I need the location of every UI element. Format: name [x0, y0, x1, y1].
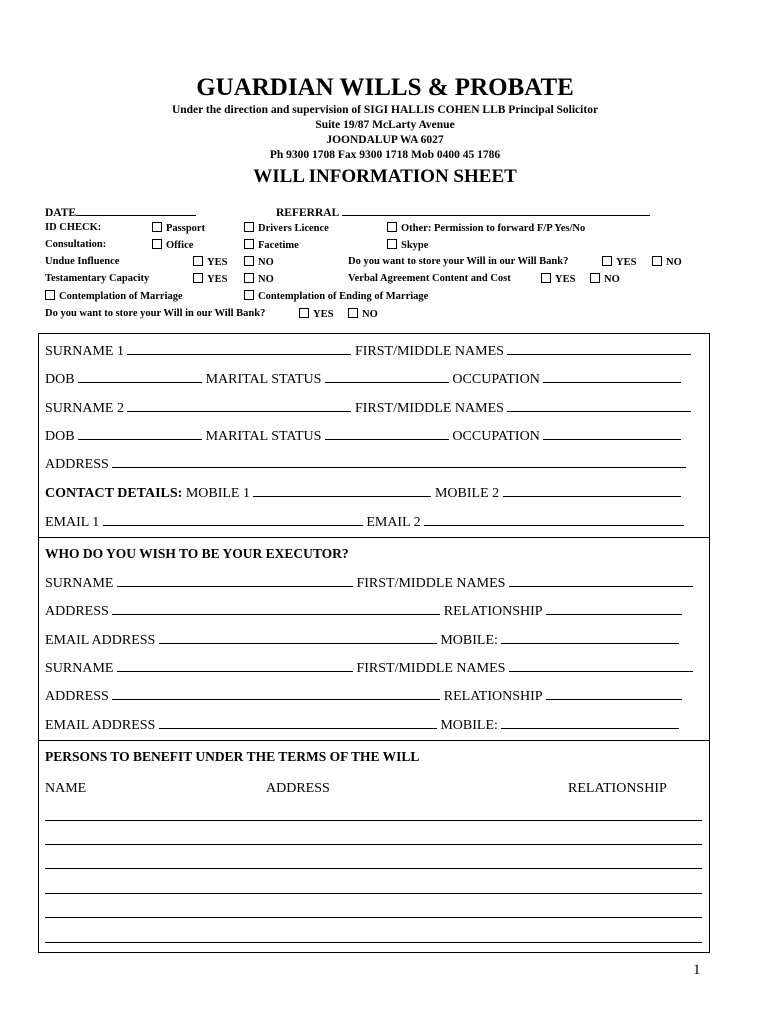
facetime-checkbox[interactable] — [244, 239, 254, 249]
surname2-input[interactable] — [127, 399, 351, 412]
verbal-yes-option[interactable]: YES — [541, 273, 575, 285]
relationship-column-header: RELATIONSHIP — [568, 781, 667, 796]
first-middle-input-2[interactable] — [507, 399, 691, 412]
contemplation-ending-checkbox[interactable] — [244, 290, 254, 300]
executor-relationship-label: RELATIONSHIP — [443, 689, 543, 704]
executor-address-label: ADDRESS — [45, 604, 109, 619]
passport-checkbox[interactable] — [152, 222, 162, 232]
email1-label: EMAIL 1 — [45, 515, 100, 530]
executor-relationship-input-2[interactable] — [546, 687, 682, 700]
contact-row — [45, 484, 681, 502]
contemplation-marriage-checkbox[interactable] — [45, 290, 55, 300]
executor-surname-row-1 — [45, 574, 693, 592]
date-field[interactable] — [45, 203, 196, 219]
occupation-input-2[interactable] — [543, 427, 681, 440]
first-middle-input-1[interactable] — [507, 342, 691, 355]
will-bank-no-option-1[interactable]: NO — [652, 256, 682, 268]
executor-email-input-2[interactable] — [159, 716, 437, 729]
executor-address-row-1 — [45, 602, 682, 620]
testamentary-capacity-label: Testamentary Capacity — [45, 273, 150, 284]
will-bank-no-checkbox-1[interactable] — [652, 256, 662, 266]
other-permission-checkbox[interactable] — [387, 222, 397, 232]
beneficiary-line-3[interactable] — [45, 868, 702, 869]
drivers-licence-checkbox[interactable] — [244, 222, 254, 232]
office-checkbox[interactable] — [152, 239, 162, 249]
mobile1-label: MOBILE 1 — [185, 486, 250, 501]
city-line: JOONDALUP WA 6027 — [326, 134, 444, 146]
marital-status-input-1[interactable] — [325, 370, 449, 383]
phone-line: Ph 9300 1708 Fax 9300 1718 Mob 0400 45 1786 — [269, 149, 501, 161]
capacity-no-checkbox[interactable] — [244, 273, 254, 283]
will-bank-question-2: Do you want to store your Will in our Will Bank? — [45, 308, 266, 319]
executor-address-row-2 — [45, 687, 682, 705]
address-input[interactable] — [112, 455, 686, 468]
executor-address-input-2[interactable] — [112, 687, 440, 700]
mobile2-label: MOBILE 2 — [434, 486, 500, 501]
executor-relationship-input-1[interactable] — [546, 602, 682, 615]
mobile2-input[interactable] — [503, 484, 681, 497]
executor-surname-row-2 — [45, 659, 693, 677]
address-row — [45, 455, 686, 473]
divider — [38, 740, 710, 741]
will-bank-no-checkbox-2[interactable] — [348, 308, 358, 318]
will-bank-question-1: Do you want to store your Will in our Will Bank? — [348, 256, 569, 267]
executor-relationship-label: RELATIONSHIP — [443, 604, 543, 619]
surname2-row — [45, 399, 691, 417]
executor-mobile-label: MOBILE: — [440, 718, 498, 733]
marital-status-label: MARITAL STATUS — [205, 372, 322, 387]
undue-yes-checkbox[interactable] — [193, 256, 203, 266]
executor-email-input-1[interactable] — [159, 631, 437, 644]
surname1-label: SURNAME 1 — [45, 344, 124, 359]
dob-label: DOB — [45, 372, 75, 387]
undue-no-checkbox[interactable] — [244, 256, 254, 266]
mobile1-input[interactable] — [253, 484, 431, 497]
date-label: DATE — [45, 207, 77, 219]
capacity-yes-option[interactable]: YES — [193, 273, 227, 285]
contemplation-ending-option[interactable]: Contemplation of Ending of Marriage — [244, 290, 428, 302]
executor-mobile-input-2[interactable] — [501, 716, 679, 729]
facetime-option[interactable]: Facetime — [244, 239, 299, 251]
email-row — [45, 513, 684, 531]
dob1-row — [45, 370, 681, 388]
capacity-yes-checkbox[interactable] — [193, 273, 203, 283]
name-column-header: NAME — [45, 781, 87, 796]
company-title: GUARDIAN WILLS & PROBATE — [196, 74, 574, 101]
first-middle-label: FIRST/MIDDLE NAMES — [354, 344, 504, 359]
email2-label: EMAIL 2 — [366, 515, 421, 530]
verbal-agreement-label: Verbal Agreement Content and Cost — [348, 273, 511, 284]
referral-field[interactable] — [276, 203, 650, 219]
executor-email-row-1 — [45, 631, 679, 649]
other-permission-option[interactable]: Other: Permission to forward F/P Yes/No — [387, 222, 585, 234]
beneficiaries-heading: PERSONS TO BENEFIT UNDER THE TERMS OF THE WILL — [45, 749, 420, 764]
verbal-no-option[interactable]: NO — [590, 273, 620, 285]
surname2-label: SURNAME 2 — [45, 401, 124, 416]
dob-input-2[interactable] — [78, 427, 202, 440]
undue-influence-label: Undue Influence — [45, 256, 120, 267]
sheet-title: WILL INFORMATION SHEET — [253, 166, 517, 187]
surname1-input[interactable] — [127, 342, 351, 355]
will-bank-yes-option-2[interactable]: YES — [299, 308, 333, 320]
executor-surname-input-2[interactable] — [117, 659, 353, 672]
verbal-no-checkbox[interactable] — [590, 273, 600, 283]
divider — [38, 537, 710, 538]
skype-option[interactable]: Skype — [387, 239, 428, 251]
email2-input[interactable] — [424, 513, 684, 526]
occupation-label: OCCUPATION — [452, 372, 540, 387]
dob-input-1[interactable] — [78, 370, 202, 383]
skype-checkbox[interactable] — [387, 239, 397, 249]
executor-mobile-input-1[interactable] — [501, 631, 679, 644]
beneficiary-line-1[interactable] — [45, 820, 702, 821]
executor-surname-label: SURNAME — [45, 576, 114, 591]
verbal-yes-checkbox[interactable] — [541, 273, 551, 283]
beneficiary-line-2[interactable] — [45, 844, 702, 845]
executor-address-label: ADDRESS — [45, 689, 109, 704]
will-bank-yes-checkbox-2[interactable] — [299, 308, 309, 318]
id-check-label: ID CHECK: — [45, 222, 102, 233]
executor-first-middle-label: FIRST/MIDDLE NAMES — [356, 661, 506, 676]
marital-status-input-2[interactable] — [325, 427, 449, 440]
address-line: Suite 19/87 McLarty Avenue — [315, 119, 455, 131]
email1-input[interactable] — [103, 513, 363, 526]
contact-details-label: CONTACT DETAILS: — [45, 486, 183, 501]
executor-first-middle-input-2[interactable] — [509, 659, 693, 672]
executor-surname-label: SURNAME — [45, 661, 114, 676]
dob2-row — [45, 427, 681, 445]
referral-label: REFERRAL — [276, 207, 340, 219]
executor-address-input-1[interactable] — [112, 602, 440, 615]
occupation-label: OCCUPATION — [452, 429, 540, 444]
occupation-input-1[interactable] — [543, 370, 681, 383]
beneficiary-line-6[interactable] — [45, 942, 702, 943]
executor-email-label: EMAIL ADDRESS — [45, 633, 156, 648]
passport-option[interactable]: Passport — [152, 222, 205, 234]
executor-first-middle-input-1[interactable] — [509, 574, 693, 587]
will-bank-no-option-2[interactable]: NO — [348, 308, 378, 320]
executor-heading: WHO DO YOU WISH TO BE YOUR EXECUTOR? — [45, 546, 349, 561]
capacity-no-option[interactable]: NO — [244, 273, 274, 285]
executor-email-row-2 — [45, 716, 679, 734]
will-bank-yes-checkbox-1[interactable] — [602, 256, 612, 266]
executor-first-middle-label: FIRST/MIDDLE NAMES — [356, 576, 506, 591]
executor-surname-input-1[interactable] — [117, 574, 353, 587]
office-option[interactable]: Office — [152, 239, 193, 251]
solicitor-line: Under the direction and supervision of SIGI HALLIS COHEN LLB Principal Solicitor — [171, 104, 599, 116]
address-column-header: ADDRESS — [266, 781, 330, 796]
page-number: 1 — [693, 962, 701, 978]
will-bank-yes-option-1[interactable]: YES — [602, 256, 636, 268]
beneficiary-line-4[interactable] — [45, 893, 702, 894]
dob-label: DOB — [45, 429, 75, 444]
marital-status-label: MARITAL STATUS — [205, 429, 322, 444]
executor-email-label: EMAIL ADDRESS — [45, 718, 156, 733]
undue-yes-option[interactable]: YES — [193, 256, 227, 268]
drivers-licence-option[interactable]: Drivers Licence — [244, 222, 329, 234]
consultation-label: Consultation: — [45, 239, 107, 250]
surname1-row — [45, 342, 691, 360]
beneficiary-line-5[interactable] — [45, 917, 702, 918]
contemplation-marriage-option[interactable]: Contemplation of Marriage — [45, 290, 183, 302]
address-label: ADDRESS — [45, 457, 109, 472]
first-middle-label: FIRST/MIDDLE NAMES — [354, 401, 504, 416]
executor-mobile-label: MOBILE: — [440, 633, 498, 648]
undue-no-option[interactable]: NO — [244, 256, 274, 268]
